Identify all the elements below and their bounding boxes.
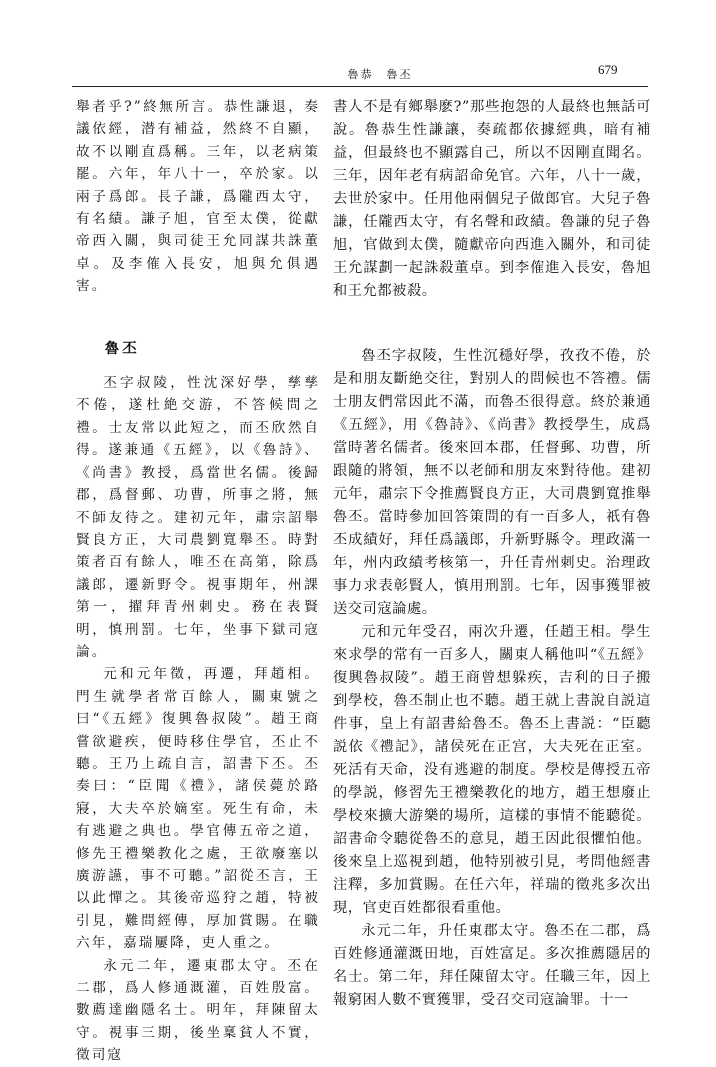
- page-number: 679: [598, 62, 618, 77]
- classical-opening-paragraph: 舉者乎?”終無所言。恭性謙退，奏議依經，潜有補益，然終不自顯，故不以剛直爲稱。三年，以老病策罷。六年，年八十一，卒於家。以兩子爲郎。長子謙，爲隴西太守，有名績。謙子旭，官至太僕，從獻帝西入關，與司徒王允同謀共誅董卓。及李傕入長安，旭與允俱遇害。: [76, 99, 320, 295]
- section-title: 魯丕: [104, 339, 140, 357]
- page-header: [0, 60, 716, 86]
- section-gap: [333, 303, 651, 345]
- translation-opening-paragraph: 書人不是有鄉舉麽?”那些抱怨的人最終也無話可說。魯恭生性謙讓，奏疏都依據經典，暗有補益，但最終也不顯露自己，所以不因剛直聞名。三年，因年老有病詔命免官。六年，八十一歲，去世於家中。任用他兩個兒子做郎官。大兒子魯謙，任隴西太守，有名聲和政績。魯謙的兒子魯旭，官做到太僕，隨獻帝向西進入關外，和司徒王允謀劃一起誅殺董卓。到李傕進入長安，魯旭和王允都被殺。: [333, 99, 651, 299]
- classical-paragraph: 元和元年徵，再遷，拜趙相。門生就學者常百餘人，關東號之曰“《五經》復興魯叔陵”。趙王商嘗欲避疾，便時移住學官，丕止不聽。王乃上疏自言，詔書下丕。丕奏曰：“臣聞《禮》，諸侯薨於路寢，大夫卒於嫡室。死生有命，未有逃避之典也。學官傳五帝之道，修先王禮樂教化之處，王欲廢塞以廣游讌，事不可聽。”詔從丕言，王以此憚之。其後帝巡狩之趙，特被引見，難問經傳，厚加賞賜。在職六年，嘉瑞屢降，吏人重之。: [76, 666, 320, 952]
- classical-paragraph: 丕字叔陵，性沈深好學，孳孳不倦，遂杜絶交游，不答候問之禮。士友常以此短之，而丕欣然自得。遂兼通《五經》，以《魯詩》、《尚書》教授，爲當世名儒。後歸郡，爲督郵、功曹，所事之將，無不師友待之。建初元年，肅宗詔舉賢良方正，大司農劉寬舉丕。時對策者百有餘人，唯丕在高第，除爲議郎，遷新野令。視事期年，州課第一，擢拜青州刺史。務在表賢明，慎刑罰。七年，坐事下獄司寇論。: [76, 375, 320, 660]
- classical-paragraph: 永元二年，遷東郡太守。丕在二郡，爲人修通溉灌，百姓殷富。數薦達幽隱名士。明年，拜陳留太守。視事三期，後坐稟貧人不實，徵司寇: [76, 957, 320, 1064]
- translation-column: [333, 96, 651, 1012]
- classical-text-column: [76, 96, 320, 1067]
- translation-paragraph: 魯丕字叔陵，生性沉穩好學，孜孜不倦，於是和朋友斷絶交往，對别人的問候也不答禮。儒士朋友們常因此不滿，而魯丕很得意。終於兼通《五經》，用《魯詩》、《尚書》教授學生，成爲當時著名儒者。後來回本郡，任督郵、功曹，所跟隨的將領，無不以老師和朋友來對待他。建初元年，肅宗下令推薦賢良方正，大司農劉寬推舉魯丕。當時參加回答策問的有一百多人，祇有魯丕成績好，拜任爲議郎，升新野縣令。理政滿一年，州内政績考核第一，升任青州刺史。治理政事力求表彰賢人，慎用刑罰。七年，因事獲罪被送交司寇論處。: [333, 348, 651, 617]
- running-head: 魯恭 魯丕: [347, 68, 413, 81]
- header-rule: [72, 86, 648, 87]
- translation-paragraph: 永元二年，升任東郡太守。魯丕在二郡，爲百姓修通灌溉田地，百姓富足。多次推薦隱居的名士。第二年，拜任陳留太守。任職三年，因上報窮困人數不實獲罪，受召交司寇論罪。十一: [333, 923, 651, 1008]
- translation-paragraph: 元和元年受召，兩次升遷，任趙王相。學生來求學的常有一百多人，關東人稱他叫“《五經》復興魯叔陵”。趙王商曾想躲疾，吉利的日子搬到學校，魯丕制止也不聽。趙王就上書說自説這件事，皇上有詔書給魯丕。魯丕上書説：“臣聽説依《禮記》，諸侯死在正宫，大夫死在正室。死活有天命，没有逃避的制度。學校是傳授五帝的學説，修習先王禮樂教化的地方，趙王想廢止學校來擴大游樂的場所，這樣的事情不能聽從。詔書命令聽從魯丕的意見，趙王因此很懼怕他。後來皇上巡視到趙，他特别被引見，考問他經書注釋，多加賞賜。在任六年，祥瑞的徵兆多次出現，官吏百姓都很看重他。: [333, 624, 651, 916]
